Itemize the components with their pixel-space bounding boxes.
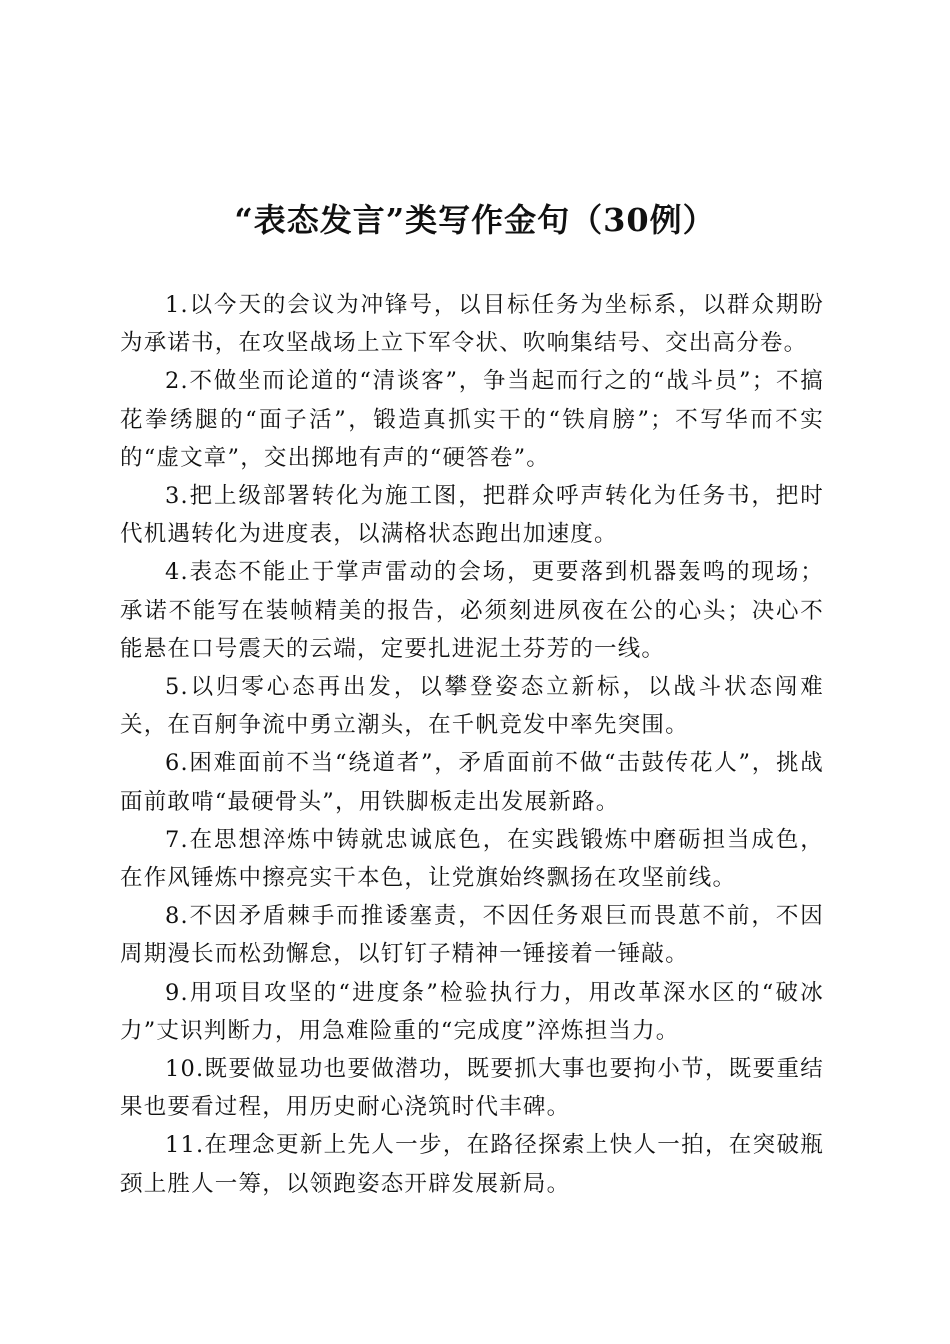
paragraph-11: 11.在理念更新上先人一步，在路径探索上快人一拍，在突破瓶颈上胜人一筹，以领跑姿态开辟发展新局。	[120, 1132, 824, 1197]
paragraph-6: 6.困难面前不当“绕道者”，矛盾面前不做“击鼓传花人”，挑战面前敢啃“最硬骨头”，用铁脚板走出发展新路。	[120, 750, 824, 815]
paragraph-2: 2.不做坐而论道的“清谈客”，争当起而行之的“战斗员”；不搞花拳绣腿的“面子活”，锻造真抓实干的“铁肩膀”；不写华而不实的“虚文章”，交出掷地有声的“硬答卷”。	[120, 368, 824, 471]
paragraph-7: 7.在思想淬炼中铸就忠诚底色，在实践锻炼中磨砺担当成色，在作风锤炼中擦亮实干本色，让党旗始终飘扬在攻坚前线。	[120, 826, 824, 892]
document-title: “表态发言”类写作金句（30例）	[234, 201, 716, 239]
paragraph-3: 3.把上级部署转化为施工图，把群众呼声转化为任务书，把时代机遇转化为进度表，以满格状态跑出加速度。	[120, 483, 824, 548]
paragraph-8: 8.不因矛盾棘手而推诿塞责，不因任务艰巨而畏葸不前，不因周期漫长而松劲懈怠，以钉钉子精神一锤接着一锤敲。	[120, 903, 824, 968]
paragraph-4: 4.表态不能止于掌声雷动的会场，更要落到机器轰鸣的现场；承诺不能写在装帧精美的报告，必须刻进夙夜在公的心头；决心不能悬在口号震天的云端，定要扎进泥土芬芳的一线。	[120, 559, 824, 662]
document-body	[120, 286, 824, 1203]
paragraph-10: 10.既要做显功也要做潜功，既要抓大事也要拘小节，既要重结果也要看过程，用历史耐心浇筑时代丰碑。	[120, 1056, 824, 1121]
paragraph-5: 5.以归零心态再出发，以攀登姿态立新标，以战斗状态闯难关，在百舸争流中勇立潮头，在千帆竞发中率先突围。	[120, 674, 824, 739]
paragraph-9: 9.用项目攻坚的“进度条”检验执行力，用改革深水区的“破冰力”丈识判断力，用急难险重的“完成度”淬炼担当力。	[120, 979, 824, 1044]
paragraph-1: 1.以今天的会议为冲锋号，以目标任务为坐标系，以群众期盼为承诺书，在攻坚战场上立下军令状、吹响集结号、交出高分卷。	[120, 292, 824, 357]
